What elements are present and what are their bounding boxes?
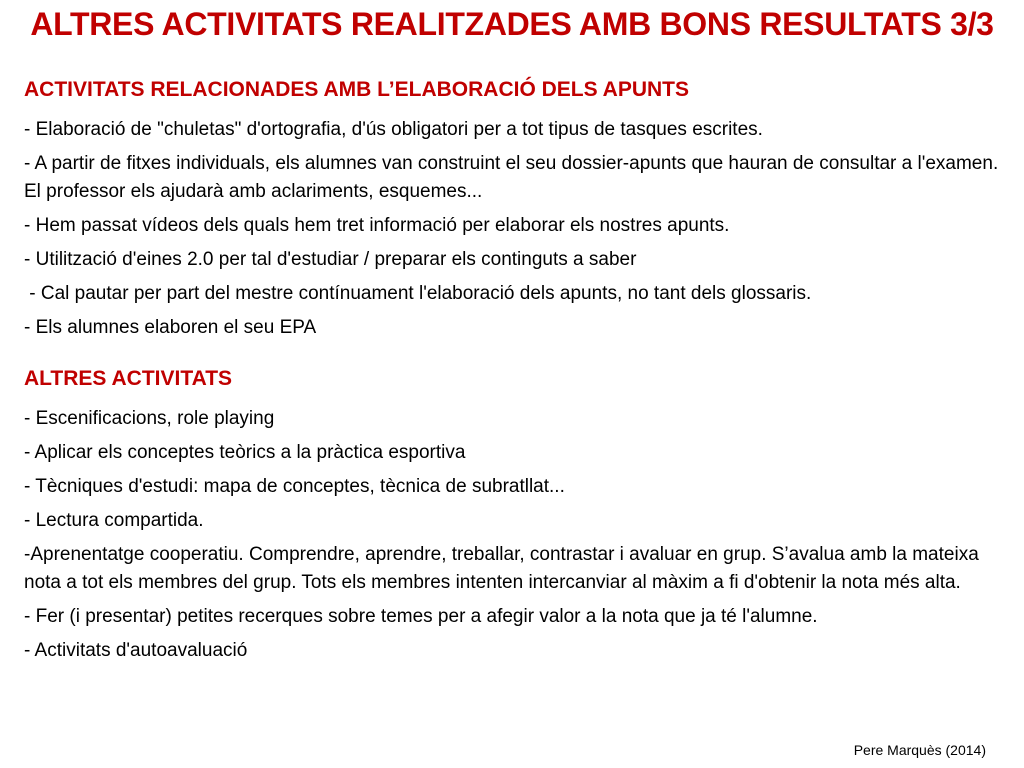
list-item: - Fer (i presentar) petites recerques sobre temes per a afegir valor a la nota que ja té l'alumne.	[24, 606, 818, 627]
slide-content	[24, 76, 1006, 671]
list-item: - Tècniques d'estudi: mapa de conceptes, tècnica de subratllat...	[24, 476, 565, 497]
section-heading-apunts: ACTIVITATS RELACIONADES AMB L’ELABORACIÓ DELS APUNTS	[24, 78, 690, 101]
list-item: - Escenificacions, role playing	[24, 408, 275, 429]
slide-title: ALTRES ACTIVITATS REALITZADES AMB BONS RESULTATS 3/3	[30, 6, 994, 42]
list-item: - Els alumnes elaboren el seu EPA	[24, 317, 317, 338]
list-item: -Aprenentatge cooperatiu. Comprendre, aprendre, treballar, contrastar i avaluar en grup. S’avalua amb la mateixa nota a tot els membres del grup. Tots els membres intenten intercanviar al màxim a fi d'obtenir la nota més alta.	[24, 544, 979, 593]
footer-credit: Pere Marquès (2014)	[853, 742, 986, 758]
list-item: - Hem passat vídeos dels quals hem tret informació per elaborar els nostres apunts.	[24, 215, 730, 236]
section-apunts	[24, 76, 1006, 342]
list-item: - Cal pautar per part del mestre contínuament l'elaboració dels apunts, no tant dels glossaris.	[24, 283, 812, 304]
list-item: - Activitats d'autoavaluació	[24, 640, 248, 661]
section-heading-altres: ALTRES ACTIVITATS	[24, 367, 233, 390]
list-item: - A partir de fitxes individuals, els alumnes van construint el seu dossier-apunts que hauran de consultar a l'examen. El professor els ajudarà amb aclariments, esquemes...	[24, 153, 999, 202]
section-altres	[24, 365, 1006, 665]
list-item: - Aplicar els conceptes teòrics a la pràctica esportiva	[24, 442, 466, 463]
list-item: - Elaboració de "chuletas" d'ortografia, d'ús obligatori per a tot tipus de tasques escrites.	[24, 119, 763, 140]
list-item: - Lectura compartida.	[24, 510, 204, 531]
list-item: - Utilització d'eines 2.0 per tal d'estudiar / preparar els continguts a saber	[24, 249, 637, 270]
